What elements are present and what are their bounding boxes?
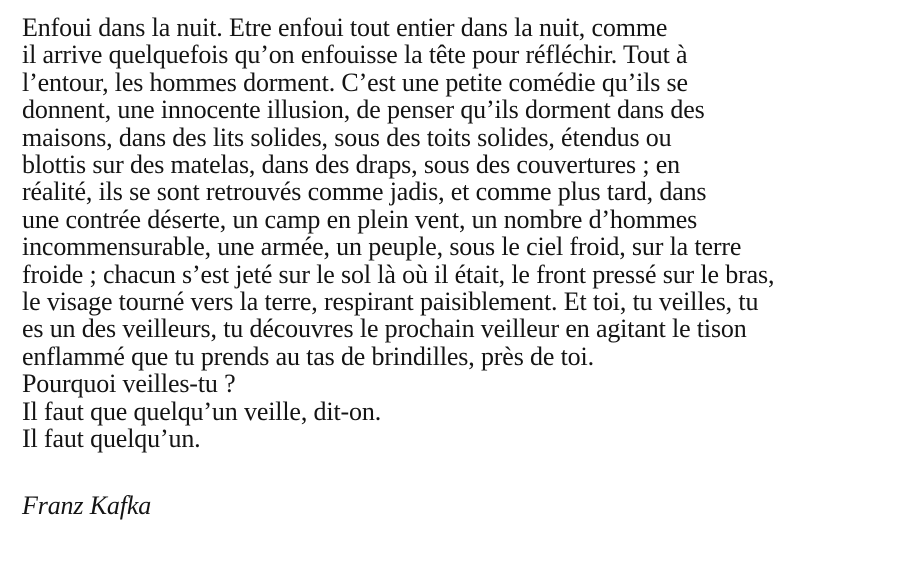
text-line: incommensurable, une armée, un peuple, sous le ciel froid, sur la terre — [22, 232, 742, 262]
text-line: maisons, dans des lits solides, sous des toits solides, étendus ou — [22, 122, 672, 152]
text-line: froide ; chacun s’est jeté sur le sol là où il était, le front pressé sur le bras, — [22, 259, 775, 289]
text-line: le visage tourné vers la terre, respirant paisiblement. Et toi, tu veilles, tu — [22, 287, 759, 317]
text-line: Pourquoi veilles-tu ? — [22, 369, 236, 399]
text-line: une contrée déserte, un camp en plein vent, un nombre d’hommes — [22, 204, 698, 234]
text-line: Il faut quelqu’un. — [22, 424, 201, 454]
text-line: enflammé que tu prends au tas de brindilles, près de toi. — [22, 341, 594, 371]
text-line: réalité, ils se sont retrouvés comme jadis, et comme plus tard, dans — [22, 177, 707, 207]
text-line: donnent, une innocente illusion, de penser qu’ils dorment dans des — [22, 95, 705, 125]
text-line: blottis sur des matelas, dans des draps, sous des couvertures ; en — [22, 150, 681, 180]
author-signature: Franz Kafka — [22, 490, 152, 520]
text-line: Enfoui dans la nuit. Etre enfoui tout entier dans la nuit, comme — [22, 13, 668, 42]
text-line: Il faut que quelqu’un veille, dit-on. — [22, 396, 382, 426]
text-line: il arrive quelquefois qu’on enfouisse la tête pour réfléchir. Tout à — [22, 40, 688, 70]
text-line: l’entour, les hommes dorment. C’est une petite comédie qu’ils se — [22, 67, 688, 97]
text-block — [22, 14, 902, 519]
text-line: es un des veilleurs, tu découvres le prochain veilleur en agitant le tison — [22, 314, 747, 344]
spacer — [22, 453, 902, 480]
